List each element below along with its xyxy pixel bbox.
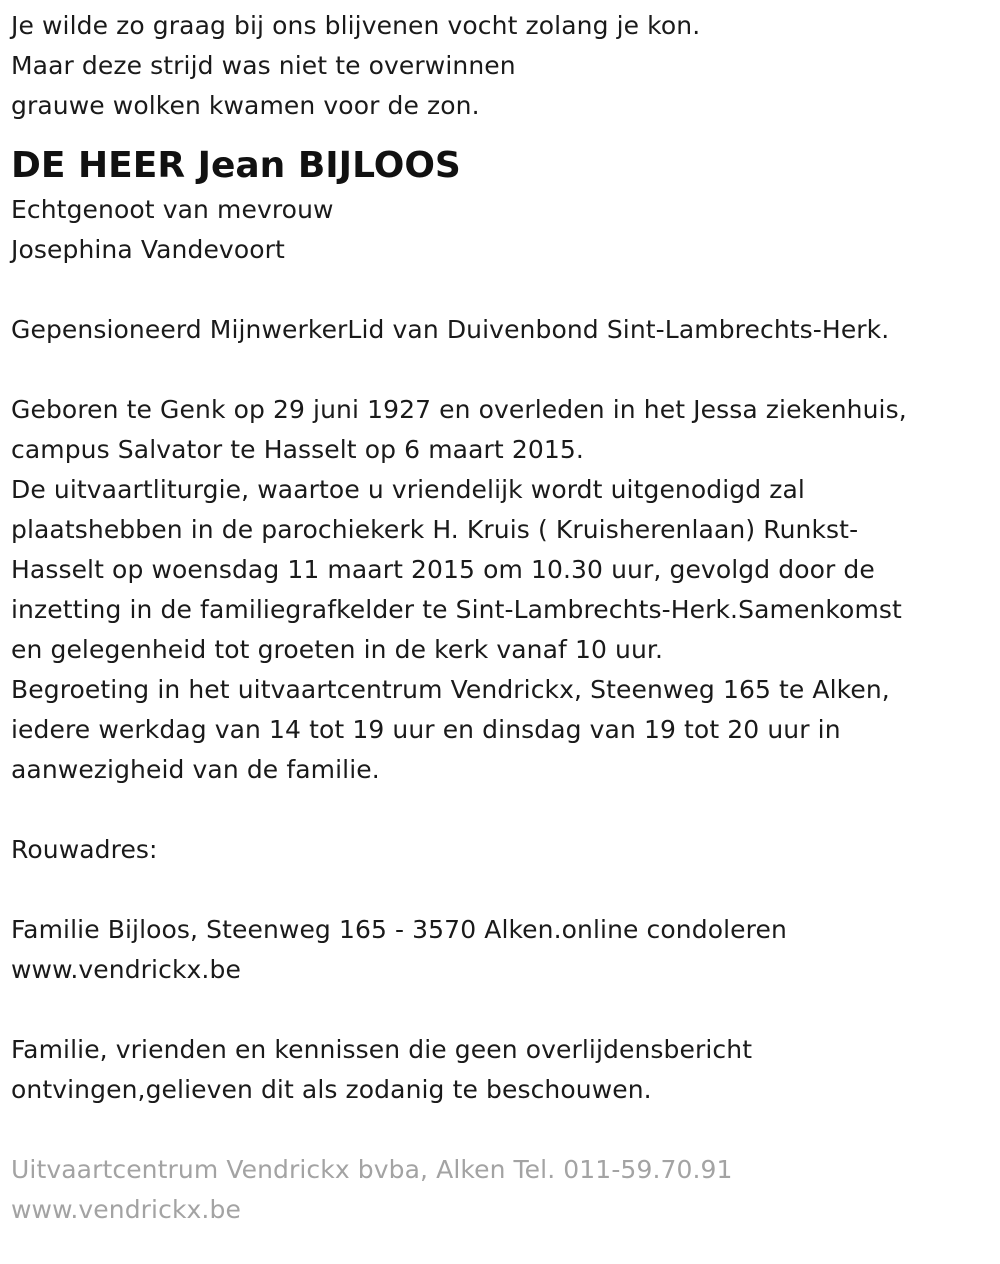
mourning-address xyxy=(11,910,991,990)
spacer xyxy=(11,1110,991,1150)
death-notice xyxy=(11,6,991,1230)
notice-line: ontvingen,gelieven dit als zodanig te beschouwen. xyxy=(11,1075,652,1104)
footer-website: www.vendrickx.be xyxy=(11,1195,241,1224)
details-line: iedere werkdag van 14 tot 19 uur en dinsdag van 19 tot 20 uur in xyxy=(11,715,841,744)
details-line: Begroeting in het uitvaartcentrum Vendrickx, Steenweg 165 te Alken, xyxy=(11,675,890,704)
spouse-line: Echtgenoot van mevrouw xyxy=(11,195,334,224)
details-line: De uitvaartliturgie, waartoe u vriendelijk wordt uitgenodigd zal xyxy=(11,475,805,504)
spouse-line: Josephina Vandevoort xyxy=(11,235,285,264)
address-website: www.vendrickx.be xyxy=(11,955,241,984)
details-line: Hasselt op woensdag 11 maart 2015 om 10.30 uur, gevolgd door de xyxy=(11,555,875,584)
poem-line: Maar deze strijd was niet te overwinnen xyxy=(11,51,516,80)
details-line: en gelegenheid tot groeten in de kerk vanaf 10 uur. xyxy=(11,635,664,664)
deceased-name: DE HEER Jean BIJLOOS xyxy=(11,145,461,186)
poem xyxy=(11,6,991,126)
notice-line: Familie, vrienden en kennissen die geen overlijdensbericht xyxy=(11,1035,753,1064)
occupation: Gepensioneerd MijnwerkerLid van Duivenbond Sint-Lambrechts-Herk. xyxy=(11,315,890,344)
notice xyxy=(11,1030,991,1110)
poem-line: Je wilde zo graag bij ons blijvenen vocht zolang je kon. xyxy=(11,11,701,40)
spacer xyxy=(11,350,991,390)
poem-line: grauwe wolken kwamen voor de zon. xyxy=(11,91,480,120)
details-line: aanwezigheid van de familie. xyxy=(11,755,380,784)
spouse-info xyxy=(11,190,991,270)
footer-line: Uitvaartcentrum Vendrickx bvba, Alken Tel. 011-59.70.91 xyxy=(11,1155,733,1184)
details-line: Geboren te Genk op 29 juni 1927 en overleden in het Jessa ziekenhuis, xyxy=(11,395,907,424)
address-label: Rouwadres: xyxy=(11,835,158,864)
spacer xyxy=(11,870,991,910)
spacer xyxy=(11,270,991,310)
details-line: campus Salvator te Hasselt op 6 maart 2015. xyxy=(11,435,584,464)
spacer xyxy=(11,790,991,830)
funeral-details xyxy=(11,390,991,790)
address-line: Familie Bijloos, Steenweg 165 - 3570 Alken.online condoleren xyxy=(11,915,787,944)
details-line: inzetting in de familiegrafkelder te Sint-Lambrechts-Herk.Samenkomst xyxy=(11,595,902,624)
spacer xyxy=(11,990,991,1030)
details-line: plaatshebben in de parochiekerk H. Kruis ( Kruisherenlaan) Runkst- xyxy=(11,515,859,544)
funeral-home-footer xyxy=(11,1150,991,1230)
